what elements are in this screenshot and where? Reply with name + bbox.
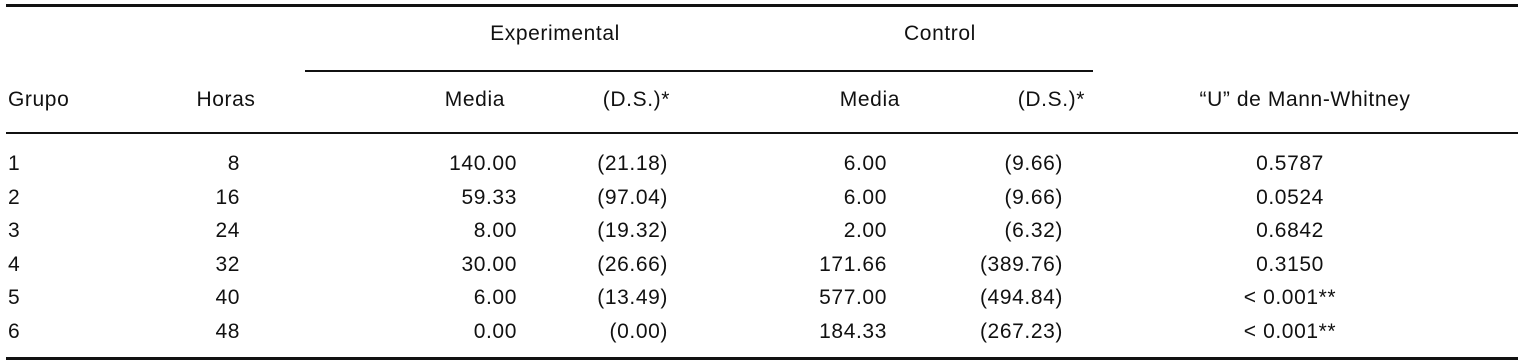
cell-exp-media: 30.00 xyxy=(461,252,517,276)
cell-grupo: 6 xyxy=(8,319,21,343)
header-bottom-rule xyxy=(6,132,1518,134)
cell-exp-ds: (13.49) xyxy=(597,286,668,310)
cell-ctl-ds: (267.23) xyxy=(979,319,1063,343)
cell-ctl-media: 6.00 xyxy=(843,185,887,209)
cell-mann-whitney: < 0.001** xyxy=(1243,286,1337,310)
cell-grupo: 1 xyxy=(8,152,21,175)
cell-mann-whitney: 0.6842 xyxy=(1256,219,1324,243)
cell-grupo: 2 xyxy=(8,185,21,209)
table-row xyxy=(0,286,1524,320)
cell-exp-media: 140.00 xyxy=(449,152,517,175)
cell-exp-ds: (19.32) xyxy=(597,219,668,243)
cell-mann-whitney: 0.3150 xyxy=(1256,252,1324,276)
cell-mann-whitney: 0.0524 xyxy=(1256,185,1324,209)
cell-exp-media: 59.33 xyxy=(461,185,517,209)
cell-ctl-ds: (6.32) xyxy=(1004,219,1063,243)
header-ctl-ds: (D.S.)* xyxy=(1017,88,1085,111)
cell-ctl-ds: (9.66) xyxy=(1004,152,1063,175)
cell-ctl-media: 2.00 xyxy=(843,219,887,243)
cell-horas: 24 xyxy=(215,219,240,243)
cell-exp-media: 8.00 xyxy=(473,219,517,243)
header-exp-ds: (D.S.)* xyxy=(602,88,670,111)
table-top-rule xyxy=(6,4,1518,7)
cell-ctl-media: 577.00 xyxy=(819,286,887,310)
table-bottom-rule xyxy=(6,357,1518,360)
cell-exp-media: 0.00 xyxy=(473,319,517,343)
table-row xyxy=(0,320,1524,354)
header-group-rule xyxy=(305,70,1093,72)
cell-exp-ds: (97.04) xyxy=(597,185,668,209)
cell-mann-whitney: < 0.001** xyxy=(1243,319,1337,343)
cell-horas: 8 xyxy=(227,152,240,175)
header-experimental: Experimental xyxy=(490,22,620,45)
cell-ctl-ds: (9.66) xyxy=(1004,185,1063,209)
cell-grupo: 4 xyxy=(8,252,21,276)
table-body xyxy=(0,152,1524,354)
cell-ctl-media: 184.33 xyxy=(819,319,887,343)
header-grupo: Grupo xyxy=(8,88,70,111)
cell-mann-whitney: 0.5787 xyxy=(1256,152,1324,175)
cell-exp-media: 6.00 xyxy=(473,286,517,310)
table-row xyxy=(0,152,1524,186)
header-horas: Horas xyxy=(196,88,256,111)
cell-horas: 16 xyxy=(215,185,240,209)
cell-horas: 48 xyxy=(215,319,240,343)
cell-exp-ds: (26.66) xyxy=(597,252,668,276)
cell-ctl-ds: (494.84) xyxy=(979,286,1063,310)
table-row xyxy=(0,219,1524,253)
cell-horas: 32 xyxy=(215,252,240,276)
cell-exp-ds: (21.18) xyxy=(597,152,668,175)
cell-grupo: 3 xyxy=(8,219,21,243)
cell-exp-ds: (0.00) xyxy=(609,319,668,343)
table-row xyxy=(0,253,1524,287)
cell-grupo: 5 xyxy=(8,286,21,310)
header-exp-media: Media xyxy=(444,88,505,111)
cell-ctl-media: 171.66 xyxy=(819,252,887,276)
header-control: Control xyxy=(904,22,976,45)
cell-ctl-ds: (389.76) xyxy=(979,252,1063,276)
cell-ctl-media: 6.00 xyxy=(843,152,887,175)
cell-horas: 40 xyxy=(215,286,240,310)
header-mann-whitney: “U” de Mann-Whitney xyxy=(1199,88,1411,111)
table-row xyxy=(0,186,1524,220)
header-ctl-media: Media xyxy=(839,88,900,111)
